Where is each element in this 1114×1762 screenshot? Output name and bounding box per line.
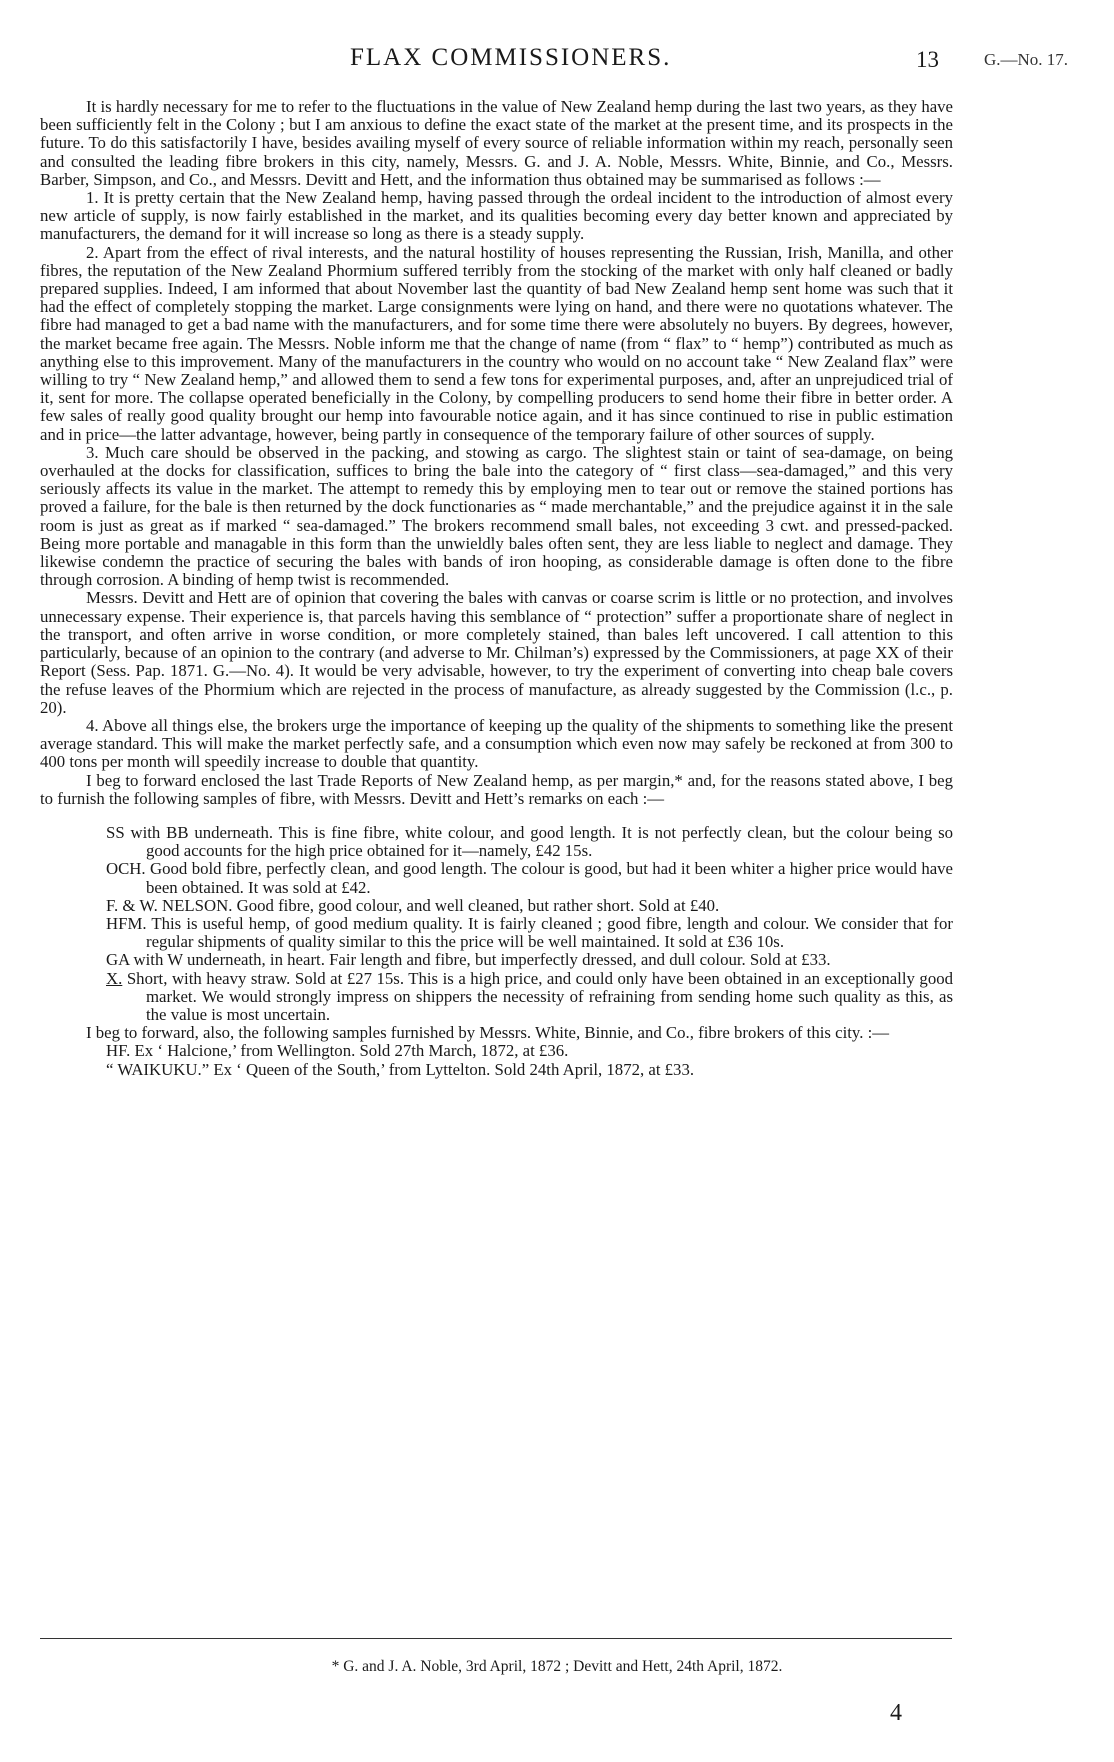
page-number: 13 [916, 47, 939, 72]
paragraph-point-1: 1. It is pretty certain that the New Zealand hemp, having passed through the ordeal incident to the introduction of almost every new article of supply, is now fairly established in the market, and its qualities becoming every day better known and appreciated by manufacturers, the demand for it will increase so long as there is a steady supply. [40, 188, 953, 244]
paragraph-point-3: 3. Much care should be observed in the packing, and stowing as cargo. The slightest stain or taint of sea-damage, on being overhauled at the docks for classification, suffices to bring the bale into the category of “ first class—sea-damaged,” and this very seriously affects its value in the market. The attempt to remedy this by employing men to tear out or remove the stained portions has proved a failure, for the bale is then returned by the dock functionaries as “ made merchantable,” and the prejudice against it in the sale room is just as great as if marked “ sea-damaged.” The brokers recommend small bales, not exceeding 3 cwt. and pressed-packed. Being more portable and managable in this form than the unwieldly bales often sent, they are less liable to neglect and damage. They likewise condemn the practice of securing the bales with bands of iron hooping, as considerable damage is often done to the fibre through corrosion. A binding of hemp twist is recommended. [40, 442, 953, 590]
paragraph-point-4: 4. Above all things else, the brokers urge the importance of keeping up the quality of the shipments to something like the present average standard. This will make the market perfectly safe, and a consumption which even now may safely be reckoned at from 300 to 400 tons per month will speedily increase to double that quantity. [40, 715, 953, 772]
sample-remark: Good bold fibre, perfectly clean, and good length. The colour is good, but had it been whiter a higher price would have been obtained. It was sold at £42. [145, 859, 953, 897]
sample-item [106, 860, 953, 896]
sample-remark: with W underneath, in heart. Fair length and fibre, but imperfectly dressed, and dull colour. Sold at £33. [129, 950, 831, 970]
paragraph-point-2: 2. Apart from the effect of rival interests, and the natural hostility of houses representing the Russian, Irish, Manilla, and other fibres, the reputation of the New Zealand Phormium suffered terribly from the stocking of the market with only half cleaned or badly prepared supplies. Indeed, I am informed that about November last the quantity of bad New Zealand hemp sent home was such that it had the effect of completely stopping the market. Large consignments were lying on hand, and there were no quotations whatever. The fibre had managed to get a bad name with the manufacturers, and for some time there were absolutely no buyers. By degrees, however, the market became free again. The Messrs. Noble inform me that the change of name (from “ flax” to “ hemp”) contributed as much as anything else to this improvement. Many of the manufacturers in the country who would on no account take “ New Zealand flax” were willing to try “ New Zealand hemp,” and allowed them to send a few tons for experimental purposes, and, after an unprejudiced trial of it, sent for more. The collapse operated beneficially in the Colony, by compelling producers to send home their fibre in better order. A few sales of really good quality brought our hemp into favourable notice again, and it has since continued to rise in public estimation and in price—the latter advantage, however, being partly in consequence of the temporary failure of other sources of supply. [40, 242, 954, 444]
page-header [0, 44, 1114, 78]
sample-remark: Short, with heavy straw. Sold at £27 15s. This is a high price, and could only have been obtained in an exceptionally good market. We would strongly impress on shippers the necessity of refraining from sending home such quality as this, as the value is most uncertain. [122, 968, 953, 1024]
running-title: FLAX COMMISSIONERS. [350, 44, 672, 71]
sample-remark: Good fibre, good colour, and well cleaned, but rather short. Sold at £40. [232, 895, 720, 915]
sample-mark: F. & W. NELSON. [106, 895, 233, 915]
sample-mark: X. [106, 968, 123, 988]
paragraph-samples-intro: I beg to forward enclosed the last Trade Reports of New Zealand hemp, as per margin,* and, for the reasons stated above, I beg to furnish the following samples of fibre, with Messrs. Devitt and Hett’s remarks on each :— [40, 770, 953, 808]
sample-mark: GA [106, 950, 130, 970]
footnote-divider [40, 1638, 952, 1639]
white-binnie-sample: “ WAIKUKU.” Ex ‘ Queen of the South,’ from Lyttelton. Sold 24th April, 1872, at £33. [106, 1059, 695, 1079]
paragraph-devitt-hett: Messrs. Devitt and Hett are of opinion that covering the bales with canvas or coarse scrim is little or no protection, and involves unnecessary expense. Their experience is, that parcels having this semblance of “ protection” suffer a proportionate share of neglect in the transport, and often arrive in worse condition, or more completely stained, than bales left uncovered. I call attention to this particularly, because of an opinion to the contrary (and adverse to Mr. Chilman’s) expressed by the Commissioners, at page XX of their Report (Sess. Pap. 1871. G.—No. 4). It would be very advisable, however, to try the experiment of converting into cheap bale covers the refuse leaves of the Phormium which are rejected in the process of manufacture, as already suggested by the Commission (l.c., p. 20). [40, 588, 953, 717]
sample-mark: SS [106, 822, 125, 842]
sample-item [106, 915, 953, 951]
footnote: * G. and J. A. Noble, 3rd April, 1872 ; Devitt and Hett, 24th April, 1872. [331, 1658, 783, 1675]
paragraph-white-binnie: I beg to forward, also, the following samples furnished by Messrs. White, Binnie, and Co., fibre brokers of this city. :— [86, 1023, 890, 1043]
sample-item [106, 970, 953, 1025]
sample-list [40, 824, 953, 1024]
document-reference: G.—No. 17. [984, 50, 1069, 69]
body-text [40, 98, 953, 1079]
sample-item [106, 897, 953, 915]
sample-remark: with BB underneath. This is fine fibre, white colour, and good length. It is not perfectly clean, but the colour being so good accounts for the high price obtained for it—namely, £42 15s. [124, 822, 953, 861]
white-binnie-list [40, 1042, 953, 1078]
paragraph-intro: It is hardly necessary for me to refer to the fluctuations in the value of New Zealand hemp during the last two years, as they have been sufficiently felt in the Colony ; but I am anxious to define the exact state of the market at the present time, and its prospects in the future. To do this satisfactorily I have, besides availing myself of every source of reliable information within my reach, personally seen and consulted the leading fibre brokers in this city, namely, Messrs. G. and J. A. Noble, Messrs. White, Binnie, and Co., Messrs. Barber, Simpson, and Co., and Messrs. Devitt and Hett, and the information thus obtained may be summarised as follows :— [40, 97, 953, 189]
sample-item [106, 951, 953, 969]
sheet-number: 4 [890, 1700, 902, 1726]
sample-mark: OCH. [106, 859, 146, 879]
sample-remark: This is useful hemp, of good medium quality. It is fairly cleaned ; good fibre, length and colour. We consider that for regular shipments of quality similar to this the price will be well maintained. It sold at £36 10s. [146, 913, 953, 952]
sample-item [106, 824, 953, 860]
white-binnie-sample: HF. Ex ‘ Halcione,’ from Wellington. Sold 27th March, 1872, at £36. [106, 1041, 569, 1061]
sample-mark: HFM. [106, 913, 147, 933]
